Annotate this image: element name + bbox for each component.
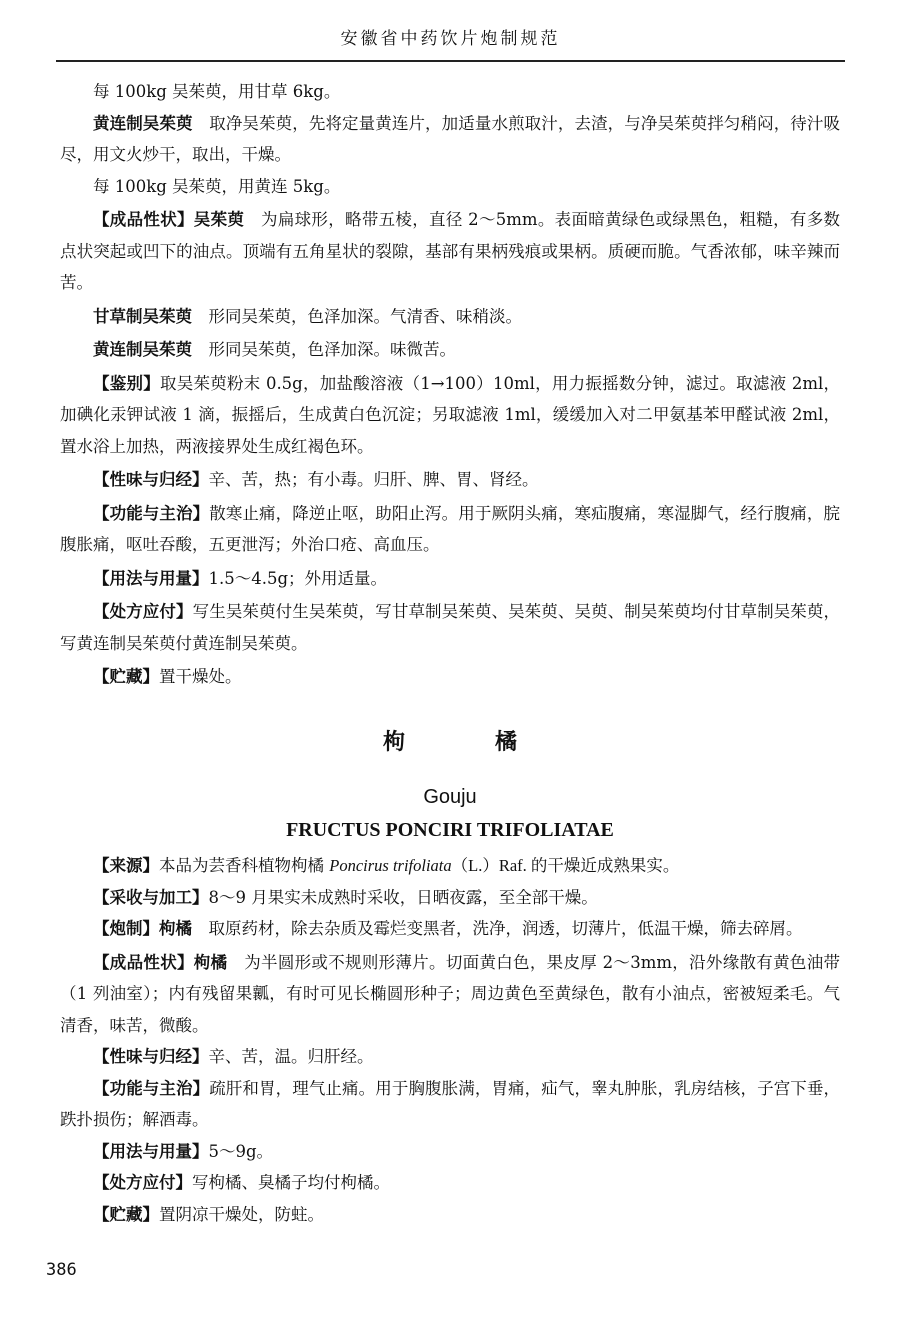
paragraph-processing: [60, 913, 840, 945]
paragraph-gancao-form: [60, 301, 840, 333]
paragraph-characteristics: [60, 204, 840, 299]
paragraph-harvest: [60, 882, 840, 914]
heading-gouju-functions: 【功能与主治】: [93, 1078, 210, 1098]
paragraph-huanglian-method: [60, 108, 840, 171]
paragraph-gouju-functions: [60, 1073, 840, 1136]
header-rule: [56, 60, 845, 62]
heading-gouju-storage: 【贮藏】: [93, 1204, 159, 1224]
text-huanglian-form: 形同吴茱萸，色泽加深。味微苦。: [192, 340, 456, 359]
text-storage: 置干燥处。: [159, 667, 242, 686]
heading-harvest: 【采收与加工】: [93, 887, 209, 907]
heading-gouju-usage: 【用法与用量】: [93, 1141, 209, 1161]
heading-usage: 【用法与用量】: [93, 568, 209, 588]
paragraph-identification: [60, 368, 840, 463]
heading-processing: 【炮制】枸橘: [93, 919, 192, 938]
heading-gouju-prescription: 【处方应付】: [93, 1173, 192, 1192]
page-body: [60, 76, 840, 1230]
paragraph-functions: [60, 498, 840, 561]
paragraph-storage: [60, 661, 840, 693]
running-header: 安徽省中药饮片炮制规范: [340, 29, 561, 49]
text-prescription: 写生吴茱萸付生吴茱萸，写甘草制吴茱萸、吴茱萸、吴萸、制吴茱萸均付甘草制吴茱萸，写黄连制吴茱萸付黄连制吴茱萸。: [60, 602, 841, 653]
text-source-b: （L.）Raf. 的干燥近成熟果实。: [451, 856, 680, 875]
term-gancao-zhi: 甘草制吴茱萸: [93, 306, 192, 326]
text-huanglian-method: 取净吴茱萸，先将定量黄连片，加适量水煎取汁，去渣，与净吴茱萸拌匀稍闷，待汁吸尽，用文火炒干，取出，干燥。: [60, 113, 841, 164]
paragraph-dosage-gancao: 每 100kg 吴茱萸，用甘草 6kg。: [93, 82, 341, 101]
entry-pinyin: Gouju: [423, 786, 477, 808]
page-number: 386: [46, 1260, 77, 1280]
heading-identification: 【鉴别】: [93, 373, 160, 393]
entry-latin-name: FRUCTUS PONCIRI TRIFOLIATAE: [286, 819, 614, 841]
entry-title: 枸 橘: [382, 729, 551, 755]
text-functions: 散寒止痛，降逆止呕，助阳止泻。用于厥阴头痛，寒疝腹痛，寒湿脚气，经行腹痛，脘腹胀痛，呕吐吞酸，五更泄泻；外治口疮、高血压。: [60, 503, 841, 554]
text-source-a: 本品为芸香科植物枸橘: [159, 856, 330, 875]
paragraph-prescription: [60, 596, 840, 659]
paragraph-gouju-taste: [60, 1041, 840, 1073]
term-huanglian-zhi-form: 黄连制吴茱萸: [93, 340, 192, 359]
paragraph-gouju-usage: [60, 1136, 840, 1168]
paragraph-huanglian-form: [60, 334, 840, 366]
term-huanglian-zhi: 黄连制吴茱萸: [93, 113, 193, 133]
paragraph-usage: [60, 563, 840, 595]
text-processing: 取原药材，除去杂质及霉烂变黑者，洗净，润透，切薄片，低温干燥，筛去碎屑。: [192, 919, 803, 938]
paragraph-gouju-prescription: [60, 1167, 840, 1199]
text-characteristics: 为扁球形，略带五棱，直径 2～5mm。表面暗黄绿色或绿黑色，粗糙，有多数点状突起或凹下的油点。顶端有五角星状的裂隙，基部有果柄残痕或果柄。质硬而脆。气香浓郁，味辛辣而苦。: [60, 210, 840, 292]
text-gouju-taste: 辛、苦，温。归肝经。: [208, 1047, 374, 1066]
heading-storage: 【贮藏】: [93, 667, 159, 686]
heading-taste-meridian: 【性味与归经】: [93, 470, 209, 489]
text-gouju-usage: 5～9g。: [208, 1141, 274, 1161]
text-gancao-form: 形同吴茱萸，色泽加深。气清香、味稍淡。: [192, 306, 522, 326]
text-gouju-prescription: 写枸橘、臭橘子均付枸橘。: [192, 1173, 390, 1192]
heading-prescription: 【处方应付】: [93, 602, 193, 621]
text-gouju-characteristics: 为半圆形或不规则形薄片。切面黄白色，果皮厚 2～3mm，沿外缘散有黄色油带（1 列油室）；内有残留果瓤，有时可见长椭圆形种子；周边黄色至黄绿色，散有小油点，密被短柔毛。气清香，味苦，微酸。: [60, 952, 840, 1035]
heading-gouju-characteristics: 【成品性状】枸橘: [93, 952, 228, 972]
heading-characteristics: 【成品性状】吴茱萸: [93, 210, 245, 229]
paragraph-gouju-characteristics: [60, 947, 840, 1042]
paragraph-source: [60, 850, 840, 882]
text-usage: 1.5～4.5g；外用适量。: [208, 568, 388, 588]
text-taste-meridian: 辛、苦，热；有小毒。归肝、脾、胃、肾经。: [208, 470, 539, 489]
paragraph-taste-meridian: [60, 464, 840, 496]
text-source-species: Poncirus trifoliata: [329, 856, 452, 875]
paragraph-gouju-storage: [60, 1199, 840, 1231]
heading-gouju-taste: 【性味与归经】: [93, 1047, 209, 1066]
text-harvest: 8～9 月果实未成熟时采收，日晒夜露，至全部干燥。: [208, 887, 598, 907]
heading-functions: 【功能与主治】: [93, 503, 210, 523]
paragraph-dosage-huanglian: 每 100kg 吴茱萸，用黄连 5kg。: [93, 176, 341, 196]
text-identification: 取吴茱萸粉末 0.5g，加盐酸溶液（1→100）10ml，用力振摇数分钟，滤过。取滤液 2ml，加碘化汞钾试液 1 滴，振摇后，生成黄白色沉淀；另取滤液 1ml，缓缓加入对二甲氨基苯甲醛试液 2ml，置水浴上加热，两液接界处生成红褐色环。: [60, 373, 841, 456]
text-gouju-storage: 置阴凉干燥处，防蛀。: [159, 1204, 324, 1224]
text-gouju-functions: 疏肝和胃，理气止痛。用于胸腹胀满，胃痛，疝气，睾丸肿胀，乳房结核，子宫下垂，跌扑损伤；解酒毒。: [60, 1078, 841, 1129]
heading-source: 【来源】: [93, 856, 159, 875]
